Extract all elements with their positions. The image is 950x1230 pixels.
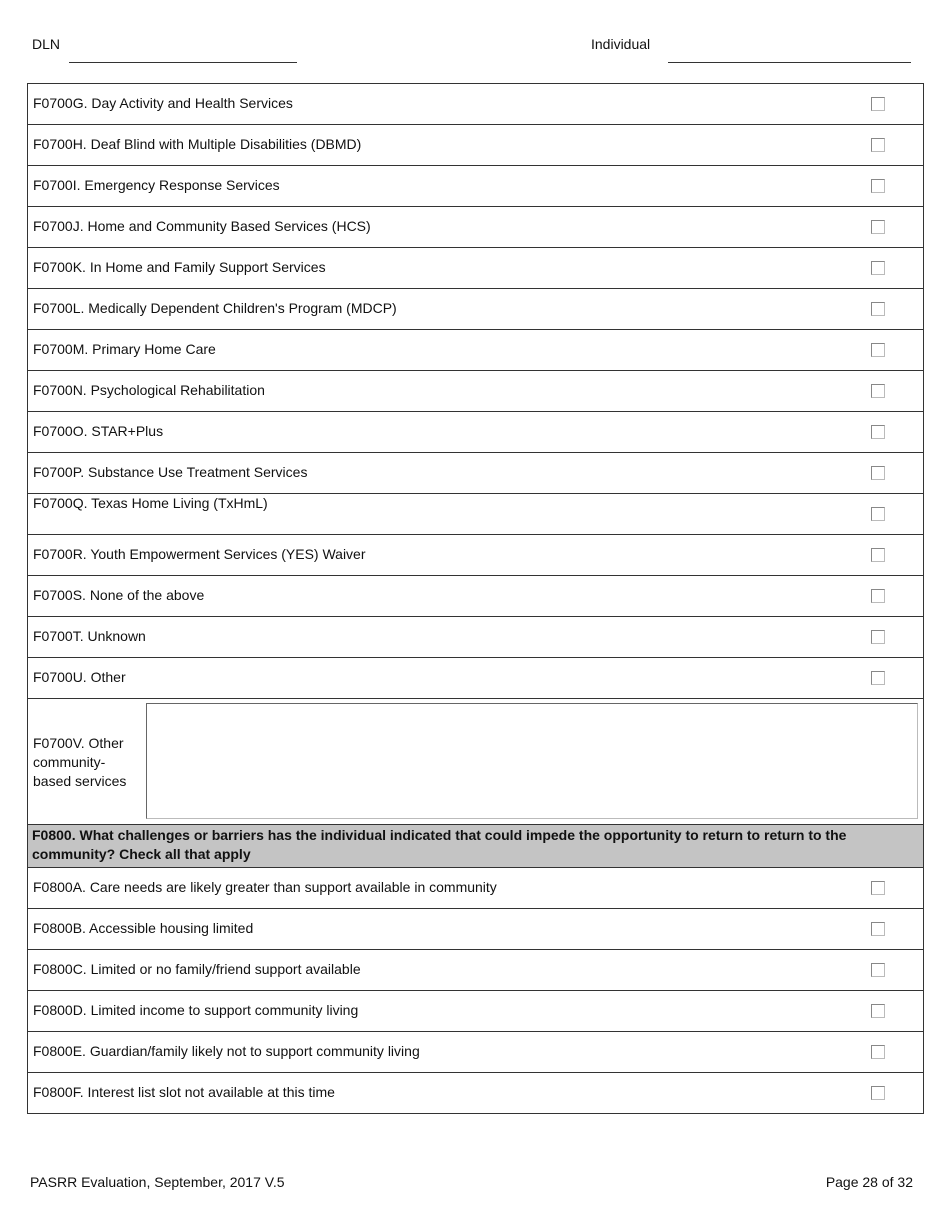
f0700-row-label: F0700M. Primary Home Care bbox=[33, 341, 216, 357]
f0700-list bbox=[28, 84, 923, 699]
f0800-row bbox=[28, 909, 923, 950]
f0800-row-label: F0800A. Care needs are likely greater than support available in community bbox=[33, 879, 497, 895]
f0700-row bbox=[28, 371, 923, 412]
f0800-checkbox[interactable] bbox=[871, 1045, 885, 1059]
f0700-checkbox[interactable] bbox=[871, 384, 885, 398]
f0800-row-label: F0800D. Limited income to support community living bbox=[33, 1002, 359, 1018]
f0800-checkbox[interactable] bbox=[871, 963, 885, 977]
f0700-row bbox=[28, 166, 923, 207]
f0700-row-label: F0700H. Deaf Blind with Multiple Disabilities (DBMD) bbox=[33, 136, 362, 152]
f0800-row-label: F0800E. Guardian/family likely not to support community living bbox=[33, 1043, 420, 1059]
f0700-row-label: F0700T. Unknown bbox=[33, 628, 146, 644]
f0700-checkbox[interactable] bbox=[871, 138, 885, 152]
f0700-checkbox[interactable] bbox=[871, 220, 885, 234]
f0700-row-label: F0700O. STAR+Plus bbox=[33, 423, 164, 439]
f0800-heading: F0800. What challenges or barriers has the individual indicated that could impede the opportunity to return to return to the community? Check all that apply bbox=[28, 825, 923, 868]
dln-label: DLN bbox=[32, 36, 61, 52]
f0700-checkbox[interactable] bbox=[871, 425, 885, 439]
f0700-checkbox[interactable] bbox=[871, 97, 885, 111]
individual-field[interactable] bbox=[668, 62, 911, 63]
f0800-row-label: F0800F. Interest list slot not available at this time bbox=[33, 1084, 335, 1100]
f0700-row bbox=[28, 494, 923, 535]
f0800-row bbox=[28, 991, 923, 1032]
f0700-row-label: F0700J. Home and Community Based Services (HCS) bbox=[33, 218, 371, 234]
f0700-row bbox=[28, 576, 923, 617]
f0700-row-label: F0700K. In Home and Family Support Services bbox=[33, 259, 326, 275]
f0700-row bbox=[28, 289, 923, 330]
f0700v-label: F0700V. Other community-based services bbox=[33, 735, 127, 789]
f0700-row-label: F0700Q. Texas Home Living (TxHmL) bbox=[33, 495, 268, 511]
f0700-row bbox=[28, 330, 923, 371]
f0700-row-label: F0700L. Medically Dependent Children's Program (MDCP) bbox=[33, 300, 397, 316]
footer-form-version: PASRR Evaluation, September, 2017 V.5 bbox=[30, 1174, 285, 1190]
f0700v-text-input[interactable] bbox=[146, 703, 918, 819]
f0800-row-label: F0800C. Limited or no family/friend support available bbox=[33, 961, 361, 977]
f0700-row bbox=[28, 248, 923, 289]
f0700-row-label: F0700P. Substance Use Treatment Services bbox=[33, 464, 308, 480]
f0800-checkbox[interactable] bbox=[871, 1004, 885, 1018]
f0800-row bbox=[28, 950, 923, 991]
f0700-row-label: F0700N. Psychological Rehabilitation bbox=[33, 382, 265, 398]
f0700-row-label: F0700S. None of the above bbox=[33, 587, 205, 603]
f0800-checkbox[interactable] bbox=[871, 922, 885, 936]
f0700-checkbox[interactable] bbox=[871, 261, 885, 275]
f0700-row bbox=[28, 658, 923, 699]
f0700-row bbox=[28, 617, 923, 658]
f0700-row-label: F0700R. Youth Empowerment Services (YES) Waiver bbox=[33, 546, 366, 562]
f0700-checkbox[interactable] bbox=[871, 630, 885, 644]
footer-page-number: Page 28 of 32 bbox=[825, 1174, 913, 1190]
f0800-checkbox[interactable] bbox=[871, 881, 885, 895]
f0700-checkbox[interactable] bbox=[871, 466, 885, 480]
f0700-row bbox=[28, 125, 923, 166]
f0700-row bbox=[28, 535, 923, 576]
f0700-row-label: F0700U. Other bbox=[33, 669, 126, 685]
services-form bbox=[27, 83, 924, 1114]
f0800-row bbox=[28, 1073, 923, 1114]
f0700-checkbox[interactable] bbox=[871, 302, 885, 316]
individual-label: Individual bbox=[591, 36, 651, 52]
f0700-row-label: F0700G. Day Activity and Health Services bbox=[33, 95, 293, 111]
f0700-checkbox[interactable] bbox=[871, 343, 885, 357]
f0700-row bbox=[28, 453, 923, 494]
f0700v-row bbox=[28, 699, 923, 825]
f0800-row bbox=[28, 1032, 923, 1073]
f0700-row bbox=[28, 412, 923, 453]
f0700-row-label: F0700I. Emergency Response Services bbox=[33, 177, 280, 193]
f0700-row bbox=[28, 207, 923, 248]
f0700-checkbox[interactable] bbox=[871, 179, 885, 193]
f0800-row-label: F0800B. Accessible housing limited bbox=[33, 920, 254, 936]
f0800-row bbox=[28, 868, 923, 909]
f0700-row bbox=[28, 84, 923, 125]
dln-field[interactable] bbox=[69, 62, 297, 63]
f0700-checkbox[interactable] bbox=[871, 507, 885, 521]
f0700-checkbox[interactable] bbox=[871, 548, 885, 562]
f0700-checkbox[interactable] bbox=[871, 589, 885, 603]
f0800-list bbox=[28, 868, 923, 1114]
f0700-checkbox[interactable] bbox=[871, 671, 885, 685]
f0800-checkbox[interactable] bbox=[871, 1086, 885, 1100]
